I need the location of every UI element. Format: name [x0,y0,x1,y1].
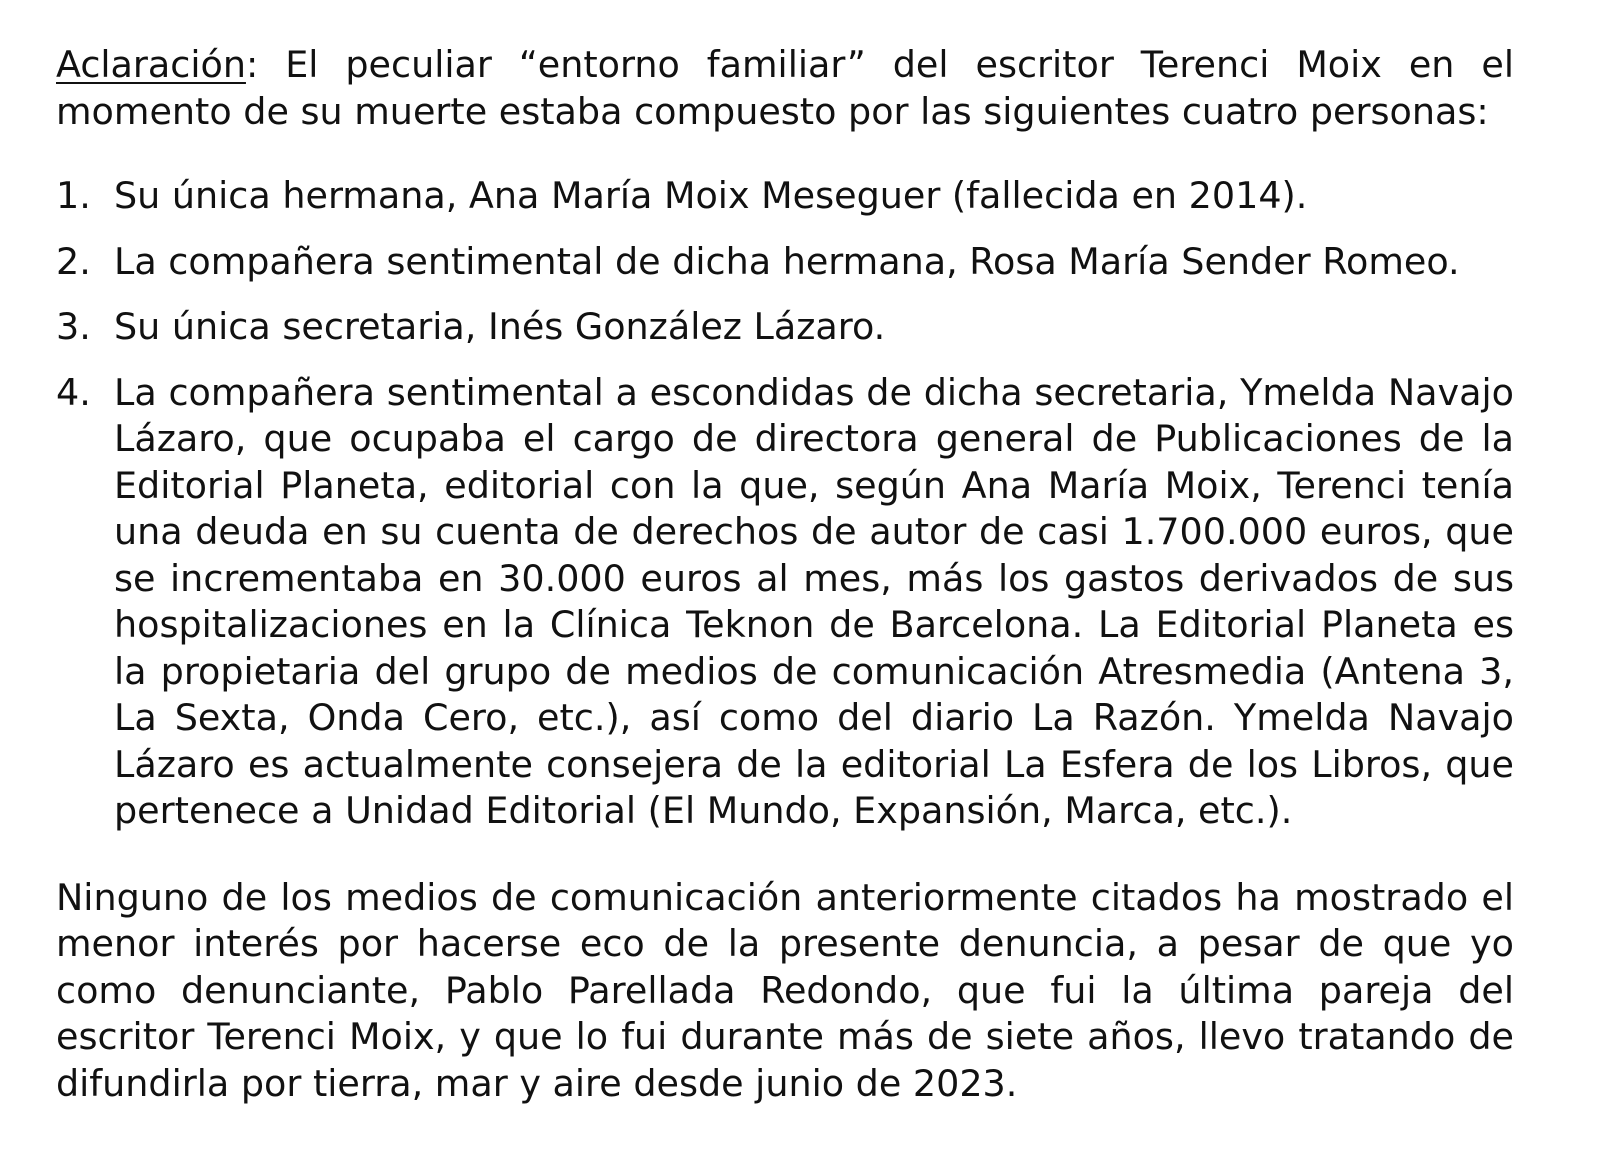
list-item-text: La compañera sentimental de dicha hermana, Rosa María Sender Romeo. [114,239,1460,283]
list-item-number: 3. [56,305,91,348]
list-item [56,304,1514,351]
list-item [56,239,1514,286]
intro-text: : El peculiar “entorno familiar” del escritor Terenci Moix en el momento de su muerte estaba compuesto por las siguientes cuatro personas: [56,43,1514,133]
list-item-text: Su única hermana, Ana María Moix Meseguer (fallecida en 2014). [114,174,1308,217]
document-page [56,42,1514,1107]
list-item-number: 4. [56,370,91,414]
list-item-text: La compañera sentimental a escondidas de dicha secretaria, Ymelda Navajo Lázaro, que ocupaba el cargo de directora general de Publicaciones de la Editorial Planeta, editorial con la que, según Ana María Moix, Terenci tenía una deuda en su cuenta de derechos de autor de casi 1.700.000 euros, que se incrementaba en 30.000 euros al mes, más los gastos derivados de sus hospitalizaciones en la Clínica Teknon de Barcelona. La Editorial Planeta es la propietaria del grupo de medios de comunicación Atresmedia (Antena 3, La Sexta, Onda Cero, etc.), así como del diario La Razón. Ymelda Navajo Lázaro es actualmente consejera de la editorial La Esfera de los Libros, que pertenece a Unidad Editorial (El Mundo, Expansión, Marca, etc.). [114,370,1514,832]
list-item-number: 1. [56,174,91,217]
list-item [56,173,1514,220]
list-item-text: Su única secretaria, Inés González Lázaro. [114,305,886,348]
list-item [56,370,1514,835]
intro-paragraph [56,42,1514,135]
intro-label: Aclaración [56,43,246,86]
persons-list [56,173,1514,835]
list-item-number: 2. [56,239,91,283]
closing-paragraph: Ninguno de los medios de comunicación anteriormente citados ha mostrado el menor interés por hacerse eco de la presente denuncia, a pesar de que yo como denunciante, Pablo Parellada Redondo, que fui la última pareja del escritor Terenci Moix, y que lo fui durante más de siete años, llevo tratando de difundirla por tierra, mar y aire desde junio de 2023. [56,875,1514,1105]
